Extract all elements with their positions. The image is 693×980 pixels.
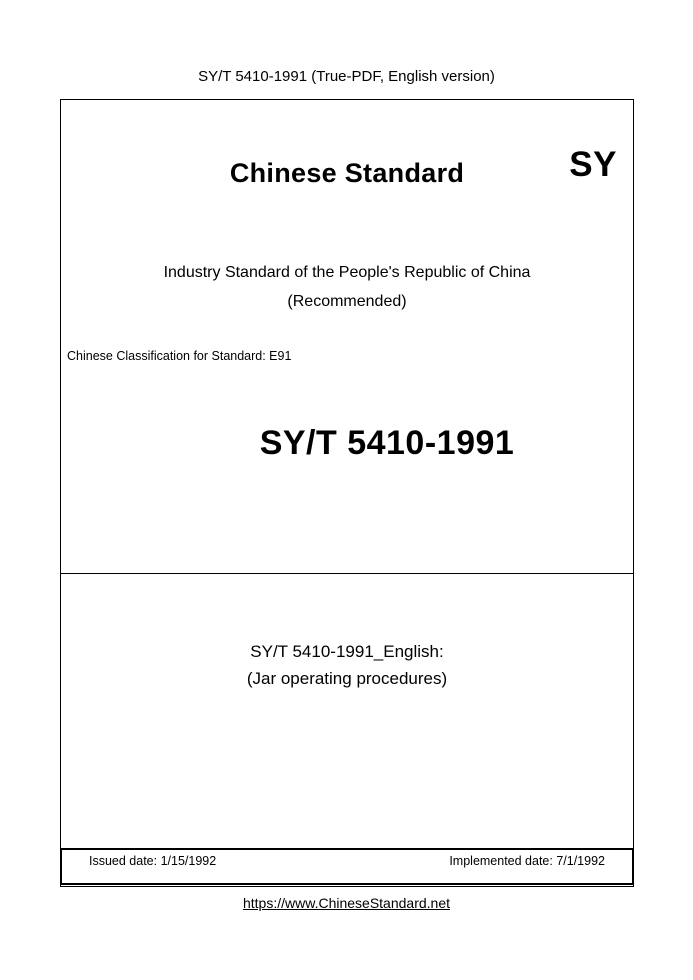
industry-standard-line-2: (Recommended): [287, 293, 407, 310]
classification-code: Chinese Classification for Standard: E91: [67, 349, 292, 363]
industry-standard-line: [61, 258, 633, 316]
standard-title: Chinese Standard: [229, 158, 465, 188]
issued-date: Issued date: 1/15/1992: [89, 854, 217, 868]
english-title-line-2: (Jar operating procedures): [246, 669, 448, 688]
industry-standard-line-1: Industry Standard of the People's Republic of China: [163, 264, 531, 281]
english-title-line-1: SY/T 5410-1991_English:: [250, 642, 444, 661]
standard-number: SY/T 5410-1991: [259, 424, 515, 462]
english-title: [61, 638, 633, 692]
cover-upper-block: [61, 100, 633, 574]
sy-logo-text: SY: [569, 145, 617, 184]
cover-lower-block: [61, 574, 633, 886]
implemented-date: Implemented date: 7/1/1992: [449, 854, 605, 868]
cover-frame: [60, 99, 634, 887]
website-link[interactable]: https://www.ChineseStandard.net: [242, 895, 450, 911]
issuer-bar: [60, 848, 634, 885]
document-caption: SY/T 5410-1991 (True-PDF, English version): [198, 68, 495, 85]
